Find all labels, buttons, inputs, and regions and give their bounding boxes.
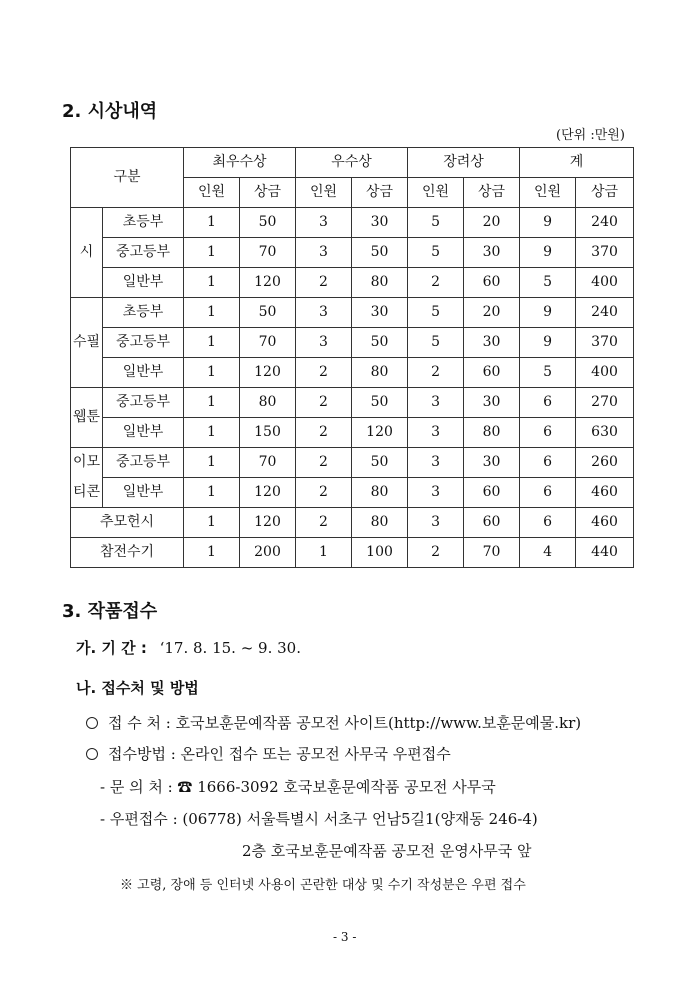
- table-row: [71, 208, 634, 238]
- table-cell: 370: [576, 238, 634, 268]
- table-cell: 270: [576, 388, 634, 418]
- group-header: 계: [520, 148, 634, 178]
- table-cell: 6: [520, 448, 576, 478]
- subheader-cell: 상금: [464, 178, 520, 208]
- table-cell: 260: [576, 448, 634, 478]
- table-cell: 3: [408, 418, 464, 448]
- table-row: [71, 478, 634, 508]
- group-label-line: 티콘: [72, 483, 101, 500]
- table-cell: 30: [464, 238, 520, 268]
- table-cell: 440: [576, 538, 634, 568]
- row-label: 일반부: [103, 478, 184, 508]
- table-cell: 3: [408, 448, 464, 478]
- table-cell: 120: [240, 508, 296, 538]
- table-cell: 400: [576, 268, 634, 298]
- table-cell: 80: [352, 508, 408, 538]
- table-cell: 1: [184, 478, 240, 508]
- table-cell: 6: [520, 388, 576, 418]
- table-cell: 3: [296, 298, 352, 328]
- group-header: 장려상: [408, 148, 520, 178]
- subheader-cell: 인원: [520, 178, 576, 208]
- table-cell: 1: [184, 268, 240, 298]
- table-cell: 60: [464, 358, 520, 388]
- table-cell: 3: [296, 208, 352, 238]
- period-value: ‘17. 8. 15. ~ 9. 30.: [159, 639, 301, 657]
- table-cell: 9: [520, 328, 576, 358]
- table-cell: 240: [576, 208, 634, 238]
- table-cell: 9: [520, 238, 576, 268]
- table-cell: 50: [240, 298, 296, 328]
- table-cell: 2: [296, 508, 352, 538]
- table-cell: 2: [408, 268, 464, 298]
- table-cell: 120: [352, 418, 408, 448]
- table-cell: 120: [240, 478, 296, 508]
- row-label: 초등부: [103, 298, 184, 328]
- method-title: 나. 접수처 및 방법: [76, 679, 199, 697]
- table-cell: 5: [520, 358, 576, 388]
- footnote: ※ 고령, 장애 등 인터넷 사용이 곤란한 대상 및 수기 작성분은 우편 접수: [120, 878, 526, 893]
- table-cell: 5: [408, 238, 464, 268]
- table-cell: 120: [240, 358, 296, 388]
- group-label: 시: [71, 208, 103, 298]
- table-cell: 50: [240, 208, 296, 238]
- section-3-title: 3. 작품접수: [62, 601, 158, 622]
- table-cell: 50: [352, 238, 408, 268]
- table-row: [71, 538, 634, 568]
- row-label: 중고등부: [103, 448, 184, 478]
- table-cell: 80: [352, 478, 408, 508]
- table-cell: 3: [296, 328, 352, 358]
- table-cell: 1: [184, 538, 240, 568]
- row-label: 중고등부: [103, 328, 184, 358]
- header-row: [71, 148, 634, 178]
- table-cell: 4: [520, 538, 576, 568]
- table-cell: 70: [240, 448, 296, 478]
- table-cell: 1: [184, 388, 240, 418]
- table-row: [71, 268, 634, 298]
- table-cell: 630: [576, 418, 634, 448]
- subheader-cell: 인원: [184, 178, 240, 208]
- table-cell: 2: [296, 448, 352, 478]
- table-row: [71, 328, 634, 358]
- subheader-cell: 상금: [352, 178, 408, 208]
- table-row: [71, 418, 634, 448]
- table-row: [71, 238, 634, 268]
- table-cell: 150: [240, 418, 296, 448]
- row-label: 참전수기: [71, 538, 184, 568]
- table-cell: 80: [464, 418, 520, 448]
- prize-table: [70, 147, 634, 568]
- table-cell: 2: [296, 268, 352, 298]
- table-row: [71, 508, 634, 538]
- period-label: 가. 기 간 :: [76, 639, 147, 657]
- table-cell: 70: [240, 238, 296, 268]
- table-cell: 5: [408, 298, 464, 328]
- group-header: 우수상: [296, 148, 408, 178]
- inquiry-row: - 문 의 처 : ☎ 1666-3092 호국보훈문예작품 공모전 사무국: [100, 778, 496, 796]
- post-row-1: - 우편접수 : (06778) 서울특별시 서초구 언남5길1(양재동 246-4): [100, 810, 538, 828]
- table-cell: 30: [352, 298, 408, 328]
- row-label: 중고등부: [103, 238, 184, 268]
- table-cell: 30: [464, 448, 520, 478]
- row-label: 일반부: [103, 358, 184, 388]
- table-cell: 2: [296, 478, 352, 508]
- table-cell: 1: [184, 208, 240, 238]
- group-label: 수필: [71, 298, 103, 388]
- period-row: [76, 637, 301, 658]
- method-text: 접수방법 : 온라인 접수 또는 공모전 사무국 우편접수: [108, 745, 451, 763]
- table-cell: 2: [408, 358, 464, 388]
- subheader-cell: 인원: [296, 178, 352, 208]
- table-cell: 460: [576, 508, 634, 538]
- circle-bullet-icon: [86, 717, 98, 729]
- table-cell: 1: [184, 238, 240, 268]
- table-cell: 240: [576, 298, 634, 328]
- table-cell: 1: [184, 448, 240, 478]
- table-cell: 9: [520, 208, 576, 238]
- table-cell: 460: [576, 478, 634, 508]
- table-cell: 70: [240, 328, 296, 358]
- table-cell: 6: [520, 508, 576, 538]
- table-cell: 30: [464, 388, 520, 418]
- table-cell: 80: [352, 268, 408, 298]
- table-cell: 80: [352, 358, 408, 388]
- table-cell: 2: [408, 538, 464, 568]
- page-number: - 3 -: [333, 930, 357, 944]
- group-label: [71, 448, 103, 508]
- table-cell: 6: [520, 478, 576, 508]
- table-cell: 1: [184, 328, 240, 358]
- post-row-2: 2층 호국보훈문예작품 공모전 운영사무국 앞: [242, 842, 532, 860]
- table-cell: 6: [520, 418, 576, 448]
- table-cell: 120: [240, 268, 296, 298]
- method-row: [86, 743, 451, 764]
- table-cell: 60: [464, 508, 520, 538]
- subheader-cell: 상금: [240, 178, 296, 208]
- table-cell: 5: [520, 268, 576, 298]
- table-cell: 5: [408, 208, 464, 238]
- site-row: [86, 712, 581, 733]
- table-cell: 3: [408, 508, 464, 538]
- table-cell: 400: [576, 358, 634, 388]
- table-cell: 50: [352, 388, 408, 418]
- group-label: 웹툰: [71, 388, 103, 448]
- table-row: [71, 448, 634, 478]
- row-label: 초등부: [103, 208, 184, 238]
- table-cell: 2: [296, 418, 352, 448]
- table-cell: 70: [464, 538, 520, 568]
- table-cell: 9: [520, 298, 576, 328]
- subheader-cell: 상금: [576, 178, 634, 208]
- table-cell: 1: [184, 508, 240, 538]
- row-label: 일반부: [103, 268, 184, 298]
- table-cell: 30: [352, 208, 408, 238]
- table-cell: 1: [296, 538, 352, 568]
- unit-note: (단위 :만원): [556, 128, 625, 143]
- table-cell: 20: [464, 208, 520, 238]
- table-cell: 80: [240, 388, 296, 418]
- table-cell: 2: [296, 358, 352, 388]
- table-cell: 1: [184, 418, 240, 448]
- table-cell: 50: [352, 448, 408, 478]
- subheader-cell: 인원: [408, 178, 464, 208]
- table-cell: 2: [296, 388, 352, 418]
- table-cell: 5: [408, 328, 464, 358]
- row-label: 일반부: [103, 418, 184, 448]
- group-header: 최우수상: [184, 148, 296, 178]
- table-cell: 60: [464, 268, 520, 298]
- table-cell: 30: [464, 328, 520, 358]
- table-cell: 1: [184, 358, 240, 388]
- table-cell: 3: [408, 388, 464, 418]
- table-cell: 370: [576, 328, 634, 358]
- row-label: 중고등부: [103, 388, 184, 418]
- group-label-line: 이모: [72, 454, 101, 471]
- table-row: [71, 298, 634, 328]
- table-row: [71, 388, 634, 418]
- table-cell: 1: [184, 298, 240, 328]
- circle-bullet-icon: [86, 748, 98, 760]
- table-cell: 60: [464, 478, 520, 508]
- table-cell: 3: [296, 238, 352, 268]
- table-cell: 200: [240, 538, 296, 568]
- section-2-title: 2. 시상내역: [62, 101, 158, 122]
- table-cell: 100: [352, 538, 408, 568]
- row-label: 추모헌시: [71, 508, 184, 538]
- table-cell: 3: [408, 478, 464, 508]
- site-text: 접 수 처 : 호국보훈문예작품 공모전 사이트(http://www.보훈문예물.kr): [108, 714, 582, 732]
- category-header: 구분: [71, 148, 184, 208]
- table-cell: 50: [352, 328, 408, 358]
- table-row: [71, 358, 634, 388]
- table-cell: 20: [464, 298, 520, 328]
